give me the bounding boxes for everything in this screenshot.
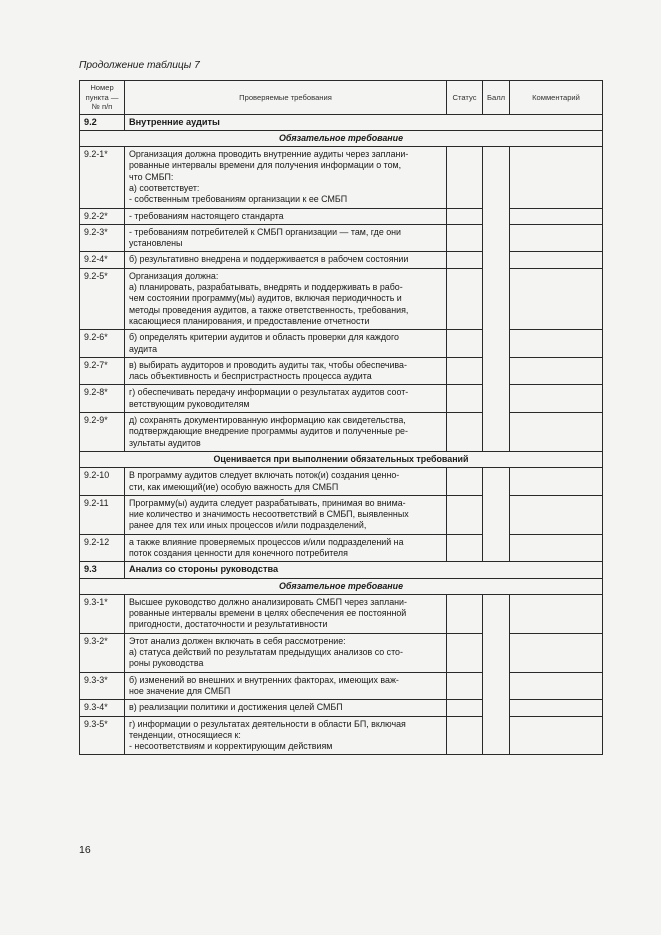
score-cell[interactable] — [483, 594, 510, 633]
col-header-status: Статус — [447, 81, 483, 115]
item-number: 9.2-4* — [80, 252, 125, 268]
table-row — [80, 594, 603, 633]
status-cell[interactable] — [447, 208, 483, 224]
status-cell[interactable] — [447, 330, 483, 358]
score-cell[interactable] — [483, 357, 510, 385]
requirement-text: в) выбирать аудиторов и проводить аудиты так, чтобы обеспечива- лась объективность и беспристрастность процесса аудита — [125, 357, 447, 385]
table-row — [80, 633, 603, 672]
table-row — [80, 147, 603, 208]
comment-cell[interactable] — [510, 413, 603, 452]
comment-cell[interactable] — [510, 468, 603, 496]
table-row — [80, 268, 603, 329]
item-number: 9.2-9* — [80, 413, 125, 452]
subheading: Обязательное требование — [80, 130, 603, 146]
item-number: 9.3-3* — [80, 672, 125, 700]
table-caption: Продолжение таблицы 7 — [79, 60, 200, 71]
col-header-score: Балл — [483, 81, 510, 115]
item-number: 9.2-1* — [80, 147, 125, 208]
section-title: Внутренние аудиты — [125, 114, 603, 130]
table-row — [80, 468, 603, 496]
table-row — [80, 413, 603, 452]
subheading-row — [80, 130, 603, 146]
status-cell[interactable] — [447, 357, 483, 385]
comment-cell[interactable] — [510, 672, 603, 700]
score-cell[interactable] — [483, 252, 510, 268]
status-cell[interactable] — [447, 385, 483, 413]
status-cell[interactable] — [447, 594, 483, 633]
item-number: 9.2-10 — [80, 468, 125, 496]
score-cell[interactable] — [483, 672, 510, 700]
score-cell[interactable] — [483, 633, 510, 672]
col-header-comment: Комментарий — [510, 81, 603, 115]
score-cell[interactable] — [483, 268, 510, 329]
item-number: 9.2-5* — [80, 268, 125, 329]
table-row — [80, 716, 603, 755]
table-row — [80, 208, 603, 224]
table-row — [80, 672, 603, 700]
score-cell[interactable] — [483, 413, 510, 452]
section-number: 9.3 — [80, 562, 125, 578]
requirement-text: Высшее руководство должно анализировать СМБП через заплани- рованные интервалы времени в целях обеспечения ее постоянной пригодности, достаточности и результативности — [125, 594, 447, 633]
item-number: 9.2-11 — [80, 495, 125, 534]
comment-cell[interactable] — [510, 268, 603, 329]
item-number: 9.3-4* — [80, 700, 125, 716]
requirement-text: в) реализации политики и достижения целей СМБП — [125, 700, 447, 716]
comment-cell[interactable] — [510, 330, 603, 358]
status-cell[interactable] — [447, 633, 483, 672]
comment-cell[interactable] — [510, 594, 603, 633]
subheading-row — [80, 578, 603, 594]
score-cell[interactable] — [483, 330, 510, 358]
status-cell[interactable] — [447, 468, 483, 496]
status-cell[interactable] — [447, 268, 483, 329]
comment-cell[interactable] — [510, 385, 603, 413]
col-header-number: Номер пункта — № п/п — [80, 81, 125, 115]
item-number: 9.3-1* — [80, 594, 125, 633]
comment-cell[interactable] — [510, 633, 603, 672]
status-cell[interactable] — [447, 224, 483, 252]
comment-cell[interactable] — [510, 357, 603, 385]
requirement-text: - требованиям настоящего стандарта — [125, 208, 447, 224]
requirement-text: б) определять критерии аудитов и область проверки для каждого аудита — [125, 330, 447, 358]
score-cell[interactable] — [483, 147, 510, 208]
comment-cell[interactable] — [510, 495, 603, 534]
requirement-text: - требованиям потребителей к СМБП организации — там, где они установлены — [125, 224, 447, 252]
table-row — [80, 495, 603, 534]
item-number: 9.2-8* — [80, 385, 125, 413]
table-row — [80, 357, 603, 385]
requirement-text: Организация должна: а) планировать, разрабатывать, внедрять и поддерживать в рабо- чем состоянии программу(мы) аудитов, включая периодичность и методы проведения аудитов, а также ответственность, требования, касающиеся планирования, и предоставление отчетности — [125, 268, 447, 329]
requirement-text: б) результативно внедрена и поддерживается в рабочем состоянии — [125, 252, 447, 268]
comment-cell[interactable] — [510, 224, 603, 252]
table-header-row — [80, 81, 603, 115]
requirements-table — [79, 80, 603, 755]
comment-cell[interactable] — [510, 252, 603, 268]
score-cell[interactable] — [483, 385, 510, 413]
requirement-text: а также влияние проверяемых процессов и/или подразделений на поток создания ценности для конечного потребителя — [125, 534, 447, 562]
score-cell[interactable] — [483, 468, 510, 496]
requirement-text: В программу аудитов следует включать поток(и) создания ценно- сти, как имеющий(ие) особую важность для СМБП — [125, 468, 447, 496]
status-cell[interactable] — [447, 700, 483, 716]
requirement-text: д) сохранять документированную информацию как свидетельства, подтверждающие внедрение программы аудитов и полученные ре- зультаты аудитов — [125, 413, 447, 452]
status-cell[interactable] — [447, 147, 483, 208]
section-row — [80, 562, 603, 578]
comment-cell[interactable] — [510, 147, 603, 208]
requirement-text: б) изменений во внешних и внутренних факторах, имеющих важ- ное значение для СМБП — [125, 672, 447, 700]
score-cell[interactable] — [483, 534, 510, 562]
col-header-requirements: Проверяемые требования — [125, 81, 447, 115]
requirement-text: Организация должна проводить внутренние аудиты через заплани- рованные интервалы времени для получения информации о том, что СМБП: а) соответствует: - собственным требованиям организации к ее СМБП — [125, 147, 447, 208]
score-cell[interactable] — [483, 208, 510, 224]
subheading: Оценивается при выполнении обязательных требований — [80, 451, 603, 467]
section-title: Анализ со стороны руководства — [125, 562, 603, 578]
status-cell[interactable] — [447, 672, 483, 700]
status-cell[interactable] — [447, 413, 483, 452]
status-cell[interactable] — [447, 716, 483, 755]
section-number: 9.2 — [80, 114, 125, 130]
requirement-text: Этот анализ должен включать в себя рассмотрение: а) статуса действий по результатам предыдущих анализов со сто- роны руководства — [125, 633, 447, 672]
section-row — [80, 114, 603, 130]
subheading: Обязательное требование — [80, 578, 603, 594]
item-number: 9.3-2* — [80, 633, 125, 672]
score-cell[interactable] — [483, 224, 510, 252]
page-number: 16 — [79, 844, 91, 856]
table-row — [80, 700, 603, 716]
item-number: 9.2-3* — [80, 224, 125, 252]
requirement-text: г) информации о результатах деятельности в области БП, включая тенденции, относящиеся к: - несоответствиям и корректирующим действиям — [125, 716, 447, 755]
status-cell[interactable] — [447, 534, 483, 562]
score-cell[interactable] — [483, 700, 510, 716]
requirement-text: г) обеспечивать передачу информации о результатах аудитов соот- ветствующим руководителям — [125, 385, 447, 413]
item-number: 9.2-2* — [80, 208, 125, 224]
comment-cell[interactable] — [510, 700, 603, 716]
item-number: 9.3-5* — [80, 716, 125, 755]
table-row — [80, 252, 603, 268]
score-cell[interactable] — [483, 716, 510, 755]
item-number: 9.2-7* — [80, 357, 125, 385]
subheading-row — [80, 451, 603, 467]
score-cell[interactable] — [483, 495, 510, 534]
table-row — [80, 534, 603, 562]
requirement-text: Программу(ы) аудита следует разрабатывать, принимая во внима- ние количество и значимость несоответствий в СМБП, выявленных ранее для тех или иных процессов и/или подразделений, — [125, 495, 447, 534]
comment-cell[interactable] — [510, 716, 603, 755]
status-cell[interactable] — [447, 252, 483, 268]
table-row — [80, 330, 603, 358]
table-row — [80, 224, 603, 252]
item-number: 9.2-12 — [80, 534, 125, 562]
item-number: 9.2-6* — [80, 330, 125, 358]
status-cell[interactable] — [447, 495, 483, 534]
table-row — [80, 385, 603, 413]
comment-cell[interactable] — [510, 208, 603, 224]
comment-cell[interactable] — [510, 534, 603, 562]
